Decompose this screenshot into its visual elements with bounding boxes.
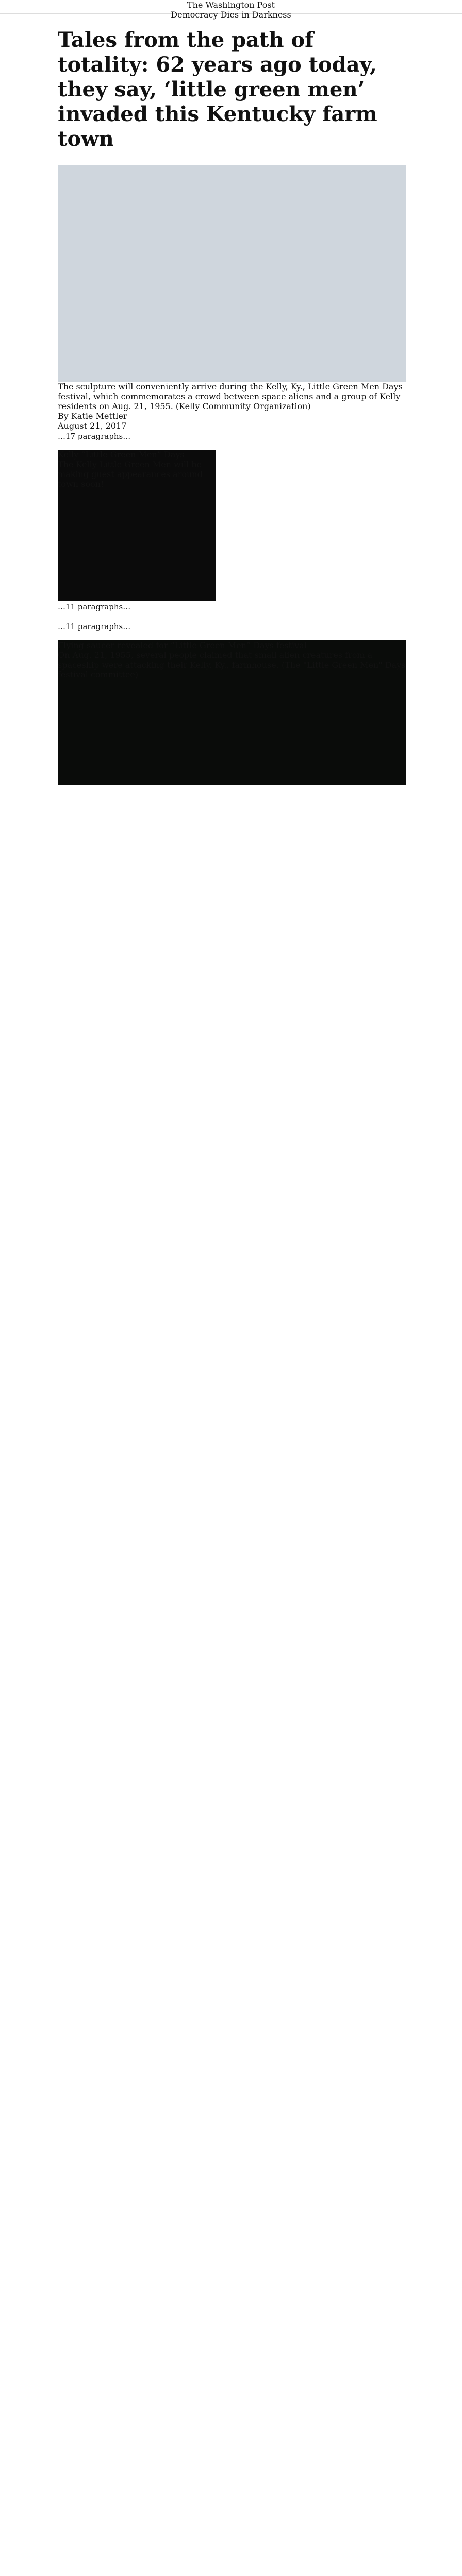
article-body-part-1 [58,431,406,443]
video-card-caption: The Kelly Little Green Men will be making guest appearances around town soon! [58,460,203,489]
article-body-part-3 [58,621,406,633]
masthead-logo[interactable]: The Washington Post [187,0,275,10]
masthead-tagline: Democracy Dies in Darkness [171,10,291,20]
article-body-part-2 [58,601,406,614]
lead-photo [58,165,406,382]
body-paragraph: …17 paragraphs… [58,431,131,441]
video-bottom-title: Flying saucer revealed for “Little Green Men” Days festival [58,640,307,650]
headline: Tales from the path of totality: 62 years ago today, they say, ‘little green men’ invaded this Kentucky farm town [58,27,377,151]
byline-date: August 21, 2017 [58,420,127,431]
video-card-title: Kelly “Little Green Men” Days [58,450,185,460]
byline [58,411,406,421]
video-card[interactable] [58,450,216,601]
body-paragraph: …11 paragraphs… [58,602,131,612]
byline-prefix: By [58,411,69,421]
video-bottom-caption: On Aug. 21, 1955, several people claimed that small alien creatures from a spaceship were attacking their Kelly, Ky., farmhouse. (The "Little Green Men" Days festival committee) [58,650,406,680]
video-bottom[interactable] [58,640,406,785]
article [58,28,406,785]
body-paragraph: …11 paragraphs… [58,621,131,631]
byline-author[interactable]: Katie Mettler [71,411,127,421]
masthead [0,0,462,20]
lead-photo-caption: The sculpture will conveniently arrive during the Kelly, Ky., Little Green Men Days festival, which commemorates a crowd between space aliens and a group of Kelly residents on Aug. 21, 1955. (Kelly Community Organization) [58,381,403,411]
